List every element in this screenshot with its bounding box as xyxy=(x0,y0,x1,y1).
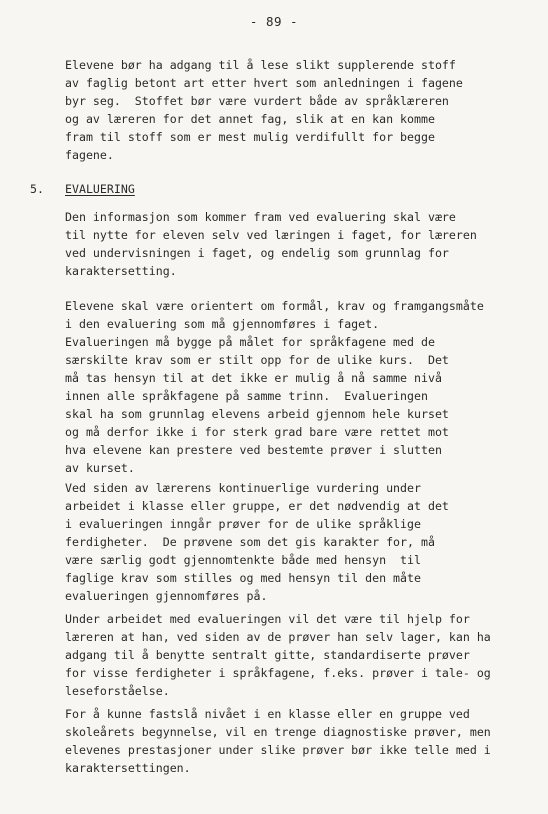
paragraph-continuous-assessment: Ved siden av lærerens kontinuerlige vurdering under arbeidet i klasse eller gruppe, er det nødvendig at det i evalueringen inngår prøver for de ulike språklige ferdigheter. De prøvene som det gis karakter for, må være særlig godt gjennomtenkte både med hensyn til faglige krav som stilles og med hensyn til den måte evalueringen gjennomføres på. xyxy=(65,481,449,603)
paragraph-standardized-tests: Under arbeidet med evalueringen vil det være til hjelp for læreren at han, ved siden av de prøver han selv lager, kan ha adgang til å benytte sentralt gitte, standardiserte prøver for visse ferdigheter i språkfagene, f.eks. prøver i tale- og leseforståelse. xyxy=(65,612,491,698)
paragraph-evaluation-orientation: Elevene skal være orientert om formål, krav og framgangsmåte i den evaluering som må gjennomføres i faget. Evalueringen må bygge på målet for språkfagene med de særskilte krav som er stilt opp for de ulike kurs. Det må tas hensyn til at det ikke er mulig å nå samme nivå innen alle språkfagene på samme trinn. Evalueringen skal ha som grunnlag elevens arbeid gjennom hele kurset og må derfor ikke i for sterk grad bare være rettet mot hva elevene kan prestere ved bestemte prøver i slutten av kurset. xyxy=(65,299,484,475)
paragraph-supplementary-material: Elevene bør ha adgang til å lese slikt supplerende stoff av faglig betont art etter hvert som anledningen i fagene byr seg. Stoffet bør være vurdert både av språklæreren og av læreren for det annet fag, slik at en kan komme fram til stoff som er mest mulig verdifullt for begge fagene. xyxy=(65,58,463,162)
page-number: - 89 - xyxy=(249,14,299,29)
section-number: 5. xyxy=(30,182,44,196)
paragraph-evaluation-purpose: Den informasjon som kommer fram ved evaluering skal være til nytte for eleven selv ved læringen i faget, for læreren ved undervisningen i faget, og endelig som grunnlag for karaktersetting. xyxy=(65,210,477,278)
paragraph-diagnostic-tests: For å kunne fastslå nivået i en klasse eller en gruppe ved skoleårets begynnelse, vil en trenge diagnostiske prøver, men elevenes prestasjoner under slike prøver bør ikke telle med i karaktersettingen. xyxy=(65,707,491,775)
section-heading: EVALUERING xyxy=(65,182,135,196)
